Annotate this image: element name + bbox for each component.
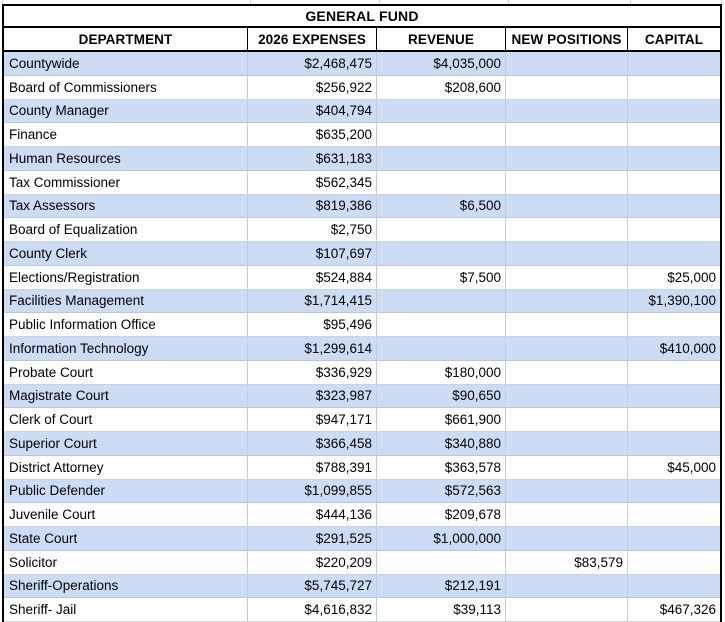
new-positions-cell[interactable] (506, 218, 628, 241)
revenue-cell[interactable] (377, 337, 506, 360)
department-cell[interactable]: Tax Assessors (4, 195, 248, 218)
new-positions-cell[interactable] (506, 313, 628, 336)
capital-cell[interactable]: $1,390,100 (648, 293, 716, 309)
new-positions-cell[interactable]: $83,579 (506, 551, 628, 574)
column-header-capital[interactable]: CAPITAL (644, 31, 704, 47)
capital-cell[interactable] (628, 100, 720, 123)
new-positions-cell[interactable] (506, 598, 628, 621)
column-header-revenue[interactable]: REVENUE (377, 28, 506, 50)
expenses-cell[interactable]: $1,714,415 (248, 290, 377, 313)
column-header-department[interactable]: DEPARTMENT (4, 28, 248, 50)
expenses-cell[interactable]: $562,345 (248, 171, 377, 194)
table-row (4, 337, 720, 361)
capital-cell[interactable] (628, 551, 720, 574)
new-positions-cell[interactable] (506, 432, 628, 455)
table-row (4, 100, 720, 124)
expenses-cell[interactable]: $2,468,475 (248, 52, 377, 75)
expenses-cell[interactable]: $631,183 (248, 147, 377, 170)
expenses-cell[interactable]: $444,136 (248, 503, 377, 526)
department-cell[interactable]: Board of Equalization (4, 218, 248, 241)
general-fund-table (2, 4, 722, 622)
table-row (4, 551, 720, 575)
department-cell[interactable]: State Court (4, 527, 248, 550)
department-cell[interactable]: Information Technology (4, 337, 248, 360)
revenue-cell[interactable] (377, 313, 506, 336)
revenue-cell[interactable] (377, 100, 506, 123)
department-cell[interactable]: Countywide (4, 52, 248, 75)
table-row (4, 598, 720, 622)
revenue-cell[interactable] (377, 171, 506, 194)
capital-cell[interactable] (628, 147, 720, 170)
revenue-cell[interactable]: $363,578 (377, 456, 506, 479)
column-header-2026-expenses[interactable]: 2026 EXPENSES (248, 28, 377, 50)
table-row (4, 52, 720, 76)
department-cell[interactable]: Tax Commissioner (4, 171, 248, 194)
table-title-row (4, 6, 720, 28)
table-title: GENERAL FUND (305, 8, 419, 24)
department-cell[interactable]: Sheriff-Operations (4, 575, 248, 598)
capital-cell[interactable] (628, 52, 720, 75)
department-cell[interactable]: Finance (4, 123, 248, 146)
capital-cell[interactable] (628, 432, 720, 455)
table-row (4, 432, 720, 456)
revenue-cell[interactable] (377, 123, 506, 146)
expenses-cell[interactable]: $256,922 (248, 76, 377, 99)
department-cell[interactable]: District Attorney (4, 456, 248, 479)
new-positions-cell[interactable] (506, 76, 628, 99)
new-positions-cell[interactable] (506, 171, 628, 194)
expenses-cell[interactable]: $336,929 (248, 361, 377, 384)
department-cell[interactable]: Probate Court (4, 361, 248, 384)
department-cell[interactable]: Sheriff- Jail (4, 598, 248, 621)
new-positions-cell[interactable] (506, 290, 628, 313)
department-cell[interactable]: County Manager (4, 100, 248, 123)
revenue-cell[interactable] (377, 290, 506, 313)
revenue-cell[interactable] (377, 147, 506, 170)
new-positions-cell[interactable] (506, 266, 628, 289)
department-cell[interactable]: Clerk of Court (4, 408, 248, 431)
table-row (4, 313, 720, 337)
table-row (4, 218, 720, 242)
table-row (4, 171, 720, 195)
capital-cell[interactable] (628, 76, 720, 99)
revenue-cell[interactable]: $7,500 (377, 266, 506, 289)
new-positions-cell[interactable] (506, 123, 628, 146)
capital-cell[interactable] (628, 408, 720, 431)
department-cell[interactable]: Solicitor (4, 551, 248, 574)
department-cell[interactable]: Board of Commissioners (4, 76, 248, 99)
table-row (4, 361, 720, 385)
new-positions-cell[interactable] (506, 361, 628, 384)
expenses-cell[interactable]: $1,299,614 (248, 337, 377, 360)
revenue-cell[interactable]: $180,000 (377, 361, 506, 384)
expenses-cell[interactable]: $1,099,855 (248, 480, 377, 503)
capital-cell[interactable] (628, 242, 720, 265)
new-positions-cell[interactable] (506, 195, 628, 218)
new-positions-cell[interactable] (506, 52, 628, 75)
revenue-cell[interactable]: $212,191 (377, 575, 506, 598)
expenses-cell[interactable]: $323,987 (248, 385, 377, 408)
expenses-cell[interactable]: $107,697 (248, 242, 377, 265)
table-row (4, 385, 720, 409)
expenses-cell[interactable]: $947,171 (248, 408, 377, 431)
revenue-cell[interactable]: $208,600 (377, 76, 506, 99)
capital-cell[interactable] (628, 171, 720, 194)
table-row (4, 195, 720, 219)
capital-cell[interactable] (628, 123, 720, 146)
revenue-cell[interactable] (377, 242, 506, 265)
new-positions-cell[interactable] (506, 100, 628, 123)
table-row (4, 76, 720, 100)
expenses-cell[interactable]: $404,794 (248, 100, 377, 123)
capital-cell[interactable] (628, 575, 720, 598)
revenue-cell[interactable]: $6,500 (377, 195, 506, 218)
table-row (4, 242, 720, 266)
department-cell[interactable]: County Clerk (4, 242, 248, 265)
table-row (4, 266, 720, 290)
revenue-cell[interactable]: $90,650 (377, 385, 506, 408)
new-positions-cell[interactable] (506, 503, 628, 526)
capital-cell[interactable] (628, 527, 720, 550)
table-row (4, 408, 720, 432)
table-header-row (4, 28, 720, 52)
capital-cell[interactable] (628, 313, 720, 336)
revenue-cell[interactable] (377, 551, 506, 574)
department-cell[interactable]: Human Resources (4, 147, 248, 170)
capital-cell[interactable]: $25,000 (667, 269, 716, 285)
table-row (4, 290, 720, 314)
expenses-cell[interactable]: $366,458 (248, 432, 377, 455)
table-row (4, 456, 720, 480)
expenses-cell[interactable]: $2,750 (248, 218, 377, 241)
capital-cell[interactable]: $45,000 (667, 459, 716, 475)
capital-cell[interactable] (628, 195, 720, 218)
new-positions-cell[interactable] (506, 575, 628, 598)
new-positions-cell[interactable] (506, 385, 628, 408)
revenue-cell[interactable]: $39,113 (377, 598, 506, 621)
department-cell[interactable]: Public Defender (4, 480, 248, 503)
expenses-cell[interactable]: $4,616,832 (248, 598, 377, 621)
capital-cell[interactable] (628, 480, 720, 503)
revenue-cell[interactable]: $572,563 (377, 480, 506, 503)
new-positions-cell[interactable] (506, 147, 628, 170)
department-cell[interactable]: Superior Court (4, 432, 248, 455)
department-cell[interactable]: Public Information Office (4, 313, 248, 336)
revenue-cell[interactable]: $661,900 (377, 408, 506, 431)
capital-cell[interactable] (628, 218, 720, 241)
new-positions-cell[interactable] (506, 242, 628, 265)
expenses-cell[interactable]: $5,745,727 (248, 575, 377, 598)
table-row (4, 503, 720, 527)
table-row (4, 527, 720, 551)
revenue-cell[interactable] (377, 218, 506, 241)
expenses-cell[interactable]: $291,525 (248, 527, 377, 550)
table-row (4, 575, 720, 599)
department-cell[interactable]: Facilities Management (4, 290, 248, 313)
table-row (4, 147, 720, 171)
revenue-cell[interactable]: $1,000,000 (377, 527, 506, 550)
capital-cell[interactable]: $410,000 (659, 340, 716, 356)
new-positions-cell[interactable] (506, 527, 628, 550)
new-positions-cell[interactable] (506, 337, 628, 360)
new-positions-cell[interactable] (506, 456, 628, 479)
expenses-cell[interactable]: $788,391 (248, 456, 377, 479)
table-row (4, 123, 720, 147)
capital-cell[interactable] (628, 361, 720, 384)
department-cell[interactable]: Magistrate Court (4, 385, 248, 408)
expenses-cell[interactable]: $819,386 (248, 195, 377, 218)
revenue-cell[interactable]: $4,035,000 (377, 52, 506, 75)
table-body (4, 52, 720, 622)
table-row (4, 480, 720, 504)
department-cell[interactable]: Elections/Registration (4, 266, 248, 289)
expenses-cell[interactable]: $524,884 (248, 266, 377, 289)
expenses-cell[interactable]: $635,200 (248, 123, 377, 146)
department-cell[interactable]: Juvenile Court (4, 503, 248, 526)
revenue-cell[interactable]: $209,678 (377, 503, 506, 526)
expenses-cell[interactable]: $220,209 (248, 551, 377, 574)
capital-cell[interactable] (628, 385, 720, 408)
capital-cell[interactable]: $467,326 (659, 602, 716, 618)
new-positions-cell[interactable] (506, 480, 628, 503)
column-header-new-positions[interactable]: NEW POSITIONS (506, 28, 628, 50)
new-positions-cell[interactable] (506, 408, 628, 431)
expenses-cell[interactable]: $95,496 (248, 313, 377, 336)
capital-cell[interactable] (628, 503, 720, 526)
revenue-cell[interactable]: $340,880 (377, 432, 506, 455)
